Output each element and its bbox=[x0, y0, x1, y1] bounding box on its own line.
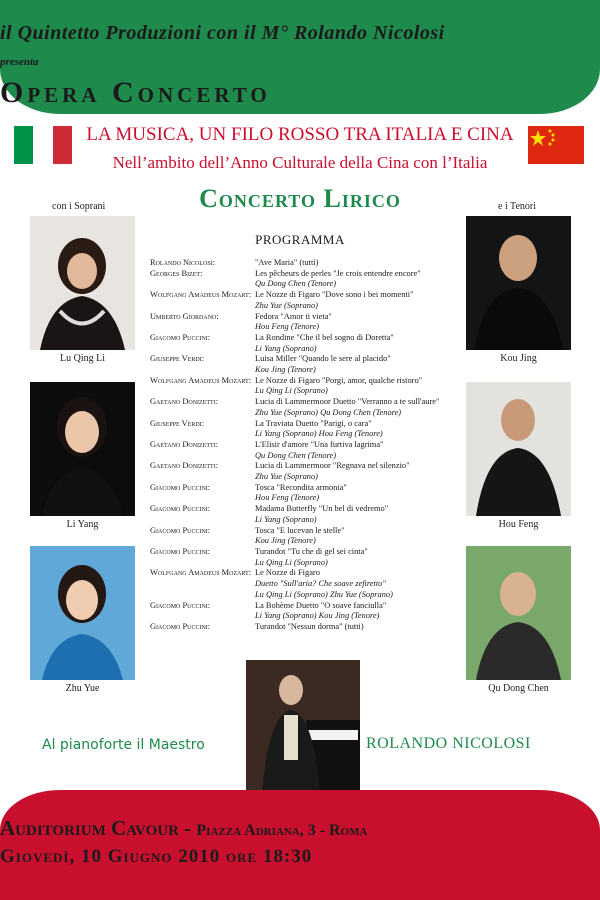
program-performer: Li Yang (Soprano) Kou Jing (Tenore) bbox=[255, 611, 380, 621]
program-performer: Li Yang (Soprano) bbox=[255, 514, 317, 524]
program-item bbox=[150, 547, 450, 558]
pianist-name: ROLANDO NICOLOSI bbox=[366, 735, 531, 752]
program-performer: Li Yang (Soprano) bbox=[255, 343, 317, 353]
program-work: Le Nozze di Figaro bbox=[255, 568, 320, 578]
program-item bbox=[150, 290, 450, 301]
sopranos-label: con i Soprani bbox=[52, 201, 106, 212]
tagline-main: LA MUSICA, UN FILO ROSSO TRA ITALIA E CINA bbox=[86, 124, 514, 145]
program-work: Madama Butterfly "Un bel di vedremo" bbox=[255, 504, 389, 514]
program-composer: Georges Bizet: bbox=[150, 268, 203, 278]
presenta-label: presenta bbox=[0, 56, 39, 68]
program-work: Le Nozze di Figaro "Porgi, amor, qualche ristoro" bbox=[255, 375, 423, 385]
program-performer: Kou Jing (Tenore) bbox=[255, 365, 316, 375]
event-date: Giovedì, 10 Giugno 2010 ore 18:30 bbox=[0, 846, 313, 867]
tenor-name: Kou Jing bbox=[500, 353, 537, 364]
program-item bbox=[150, 376, 450, 387]
soprano-photo-3 bbox=[30, 546, 135, 680]
program-composer: Umberto Giordano: bbox=[150, 311, 219, 321]
footer-banner bbox=[0, 790, 600, 900]
soprano-photo-2 bbox=[30, 382, 135, 516]
program-item bbox=[150, 526, 450, 537]
program-item bbox=[150, 601, 450, 612]
program-performer: Li Yang (Soprano) Hou Feng (Tenore) bbox=[255, 429, 383, 439]
program-performer: Zhu Yue (Soprano) Qu Dong Chen (Tenore) bbox=[255, 407, 402, 417]
program-item bbox=[150, 622, 450, 633]
program-performer: Zhu Yue (Soprano) bbox=[255, 472, 318, 482]
section-title: Concerto Lirico bbox=[199, 184, 401, 213]
piano-caption: Al pianoforte il Maestro bbox=[42, 737, 205, 753]
program-item bbox=[150, 269, 450, 280]
program-composer: Giuseppe Verdi: bbox=[150, 418, 205, 428]
pianist-photo bbox=[246, 660, 360, 810]
program-composer: Giacomo Puccini: bbox=[150, 546, 211, 556]
venue-address: Piazza Adriana, 3 - Roma bbox=[196, 822, 368, 839]
program-item bbox=[150, 568, 450, 579]
program-work: "Ave Maria" (tutti) bbox=[255, 258, 319, 267]
program-composer: Gaetano Donizetti: bbox=[150, 439, 219, 449]
program-performer: Lu Qing Li (Soprano) bbox=[255, 386, 328, 396]
program-work: Fedora "Amor ti vieta" bbox=[255, 311, 332, 321]
program-title: PROGRAMMA bbox=[255, 232, 345, 247]
program-performer: Qu Dong Chen (Tenore) bbox=[255, 450, 337, 460]
program-item bbox=[150, 333, 450, 344]
program-composer: Giacomo Puccini: bbox=[150, 525, 211, 535]
program-work: Turandot "Nessun dorma" (tutti) bbox=[255, 621, 364, 631]
tagline-sub: Nell’ambito dell’Anno Culturale della Cina con l’Italia bbox=[112, 153, 488, 172]
program-work: Les pêcheurs de perles "Je crois entendre encore" bbox=[255, 268, 421, 278]
soprano-name: Li Yang bbox=[66, 519, 99, 530]
venue-line bbox=[0, 816, 600, 841]
program-work: La Rondine "Che il bel sogno di Doretta" bbox=[255, 332, 394, 342]
program-composer: Giacomo Puccini: bbox=[150, 482, 211, 492]
program-list bbox=[150, 258, 450, 633]
program-item bbox=[150, 440, 450, 451]
program-performer: Zhu Yue (Soprano) bbox=[255, 300, 318, 310]
tenor-photo-3 bbox=[466, 546, 571, 680]
program-work: Lucia di Lammermoor "Regnava nel silenzio" bbox=[255, 461, 410, 471]
tenor-name: Hou Feng bbox=[498, 519, 539, 530]
program-work: La Traviata Duetto "Parigi, o cara" bbox=[255, 418, 372, 428]
program-composer: Giacomo Puccini: bbox=[150, 600, 211, 610]
program-composer: Wolfgang Amadeus Mozart: bbox=[150, 375, 252, 385]
soprano-name: Zhu Yue bbox=[65, 683, 100, 694]
program-item bbox=[150, 461, 450, 472]
program-performer: Hou Feng (Tenore) bbox=[255, 322, 320, 332]
program-composer: Gaetano Donizetti: bbox=[150, 397, 219, 407]
program-work: Le Nozze di Figaro "Dove sono i bei momenti" bbox=[255, 290, 414, 300]
program-performer: Lu Qing Li (Soprano) bbox=[255, 557, 328, 567]
program-composer: Giuseppe Verdi: bbox=[150, 354, 205, 364]
presenter-line: il Quintetto Produzioni con il M° Rolando Nicolosi bbox=[0, 22, 445, 44]
venue-name: Auditorium Cavour - bbox=[0, 816, 192, 840]
tenor-photo-2 bbox=[466, 382, 571, 516]
program-composer: Wolfgang Amadeus Mozart: bbox=[150, 568, 252, 578]
program-item bbox=[150, 483, 450, 494]
tenors-label: e i Tenori bbox=[498, 201, 536, 212]
program-work: La Bohème Duetto "O soave fanciulla" bbox=[255, 600, 387, 610]
tenor-name: Qu Dong Chen bbox=[488, 683, 549, 694]
soprano-name: Lu Qing Li bbox=[60, 353, 105, 364]
event-title: Opera Concerto bbox=[0, 76, 271, 109]
program-work: Turandot "Tu che di gel sei cinta" bbox=[255, 546, 368, 556]
program-work: Lucia di Lammermoor Duetto "Verranno a te sull'aure" bbox=[255, 397, 440, 407]
program-performer: Kou Jing (Tenore) bbox=[255, 536, 316, 546]
program-performer: Hou Feng (Tenore) bbox=[255, 493, 320, 503]
program-item bbox=[150, 258, 450, 269]
program-work: L'Elisir d'amore "Una furtiva lagrima" bbox=[255, 439, 384, 449]
program-item bbox=[150, 354, 450, 365]
program-composer: Wolfgang Amadeus Mozart: bbox=[150, 290, 252, 300]
program-composer: Giacomo Puccini: bbox=[150, 332, 211, 342]
program-composer: Giacomo Puccini: bbox=[150, 621, 211, 631]
program-item bbox=[150, 312, 450, 323]
program-work: Luisa Miller "Quando le sere al placido" bbox=[255, 354, 391, 364]
program-composer: Rolando Nicolosi: bbox=[150, 258, 216, 267]
program-composer: Giacomo Puccini: bbox=[150, 504, 211, 514]
program-item bbox=[150, 419, 450, 430]
program-performer: Lu Qing Li (Soprano) Zhu Yue (Soprano) bbox=[255, 589, 393, 599]
program-work: Tosca "Recondita armonia" bbox=[255, 482, 347, 492]
program-performer: Qu Dong Chen (Tenore) bbox=[255, 279, 337, 289]
program-item bbox=[150, 504, 450, 515]
program-work: Tosca "E lucevan le stelle" bbox=[255, 525, 345, 535]
program-composer: Gaetano Donizetti: bbox=[150, 461, 219, 471]
program-item bbox=[150, 397, 450, 408]
program-performer: Duetto "Sull'aria? Che soave zefiretto" bbox=[255, 579, 386, 589]
